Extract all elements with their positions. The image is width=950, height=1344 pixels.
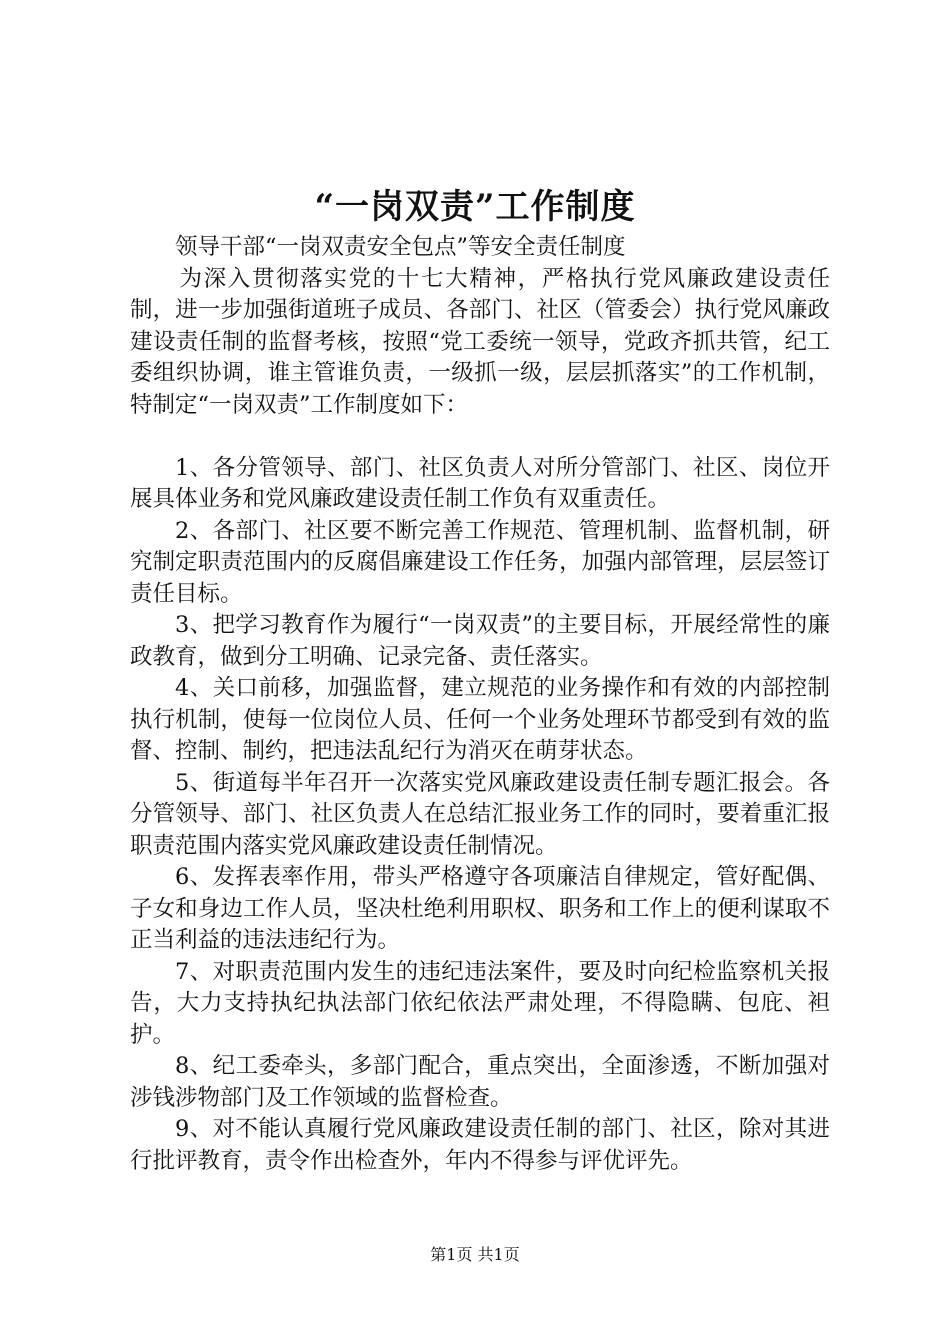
list-item-6: 6、发挥表率作用，带头严格遵守各项廉洁自律规定，管好配偶、子女和身边工作人员，坚决杜绝利用职权、职务和工作上的便利谋取不正当利益的违法违纪行为。 — [130, 864, 830, 953]
list-item-8: 8、纪工委牵头，多部门配合，重点突出，全面渗透，不断加强对涉钱涉物部门及工作领域的监督检查。 — [130, 1053, 830, 1111]
list-item-3: 3、把学习教育作为履行“一岗双责”的主要目标，开展经常性的廉政教育，做到分工明确、记录完备、责任落实。 — [130, 612, 830, 670]
list-item-9: 9、对不能认真履行党风廉政建设责任制的部门、社区，除对其进行批评教育，责令作出检查外，年内不得参与评优评先。 — [130, 1116, 830, 1174]
document-title: “一岗双责”工作制度 — [314, 187, 636, 227]
list-item-7: 7、对职责范围内发生的违纪违法案件，要及时向纪检监察机关报告，大力支持执纪执法部门依纪依法严肃处理，不得隐瞒、包庇、袒护。 — [130, 958, 830, 1048]
page-footer: 第1页 共1页 — [430, 1245, 520, 1264]
document-body — [130, 232, 830, 1177]
list-item-5: 5、街道每半年召开一次落实党风廉政建设责任制专题汇报会。各分管领导、部门、社区负责人在总结汇报业务工作的同时，要着重汇报职责范围内落实党风廉政建设责任制情况。 — [130, 769, 830, 859]
list-item-4: 4、关口前移，加强监督，建立规范的业务操作和有效的内部控制执行机制，使每一位岗位人员、任何一个业务处理环节都受到有效的监督、控制、制约，把违法乱纪行为消灭在萌芽状态。 — [130, 675, 830, 764]
paragraph-spacer — [130, 421, 830, 453]
list-item-1: 1、各分管领导、部门、社区负责人对所分管部门、社区、岗位开展具体业务和党风廉政建设责任制工作负有双重责任。 — [130, 454, 830, 512]
document-subtitle: 领导干部“一岗双责安全包点”等安全责任制度 — [175, 234, 626, 260]
list-item-2: 2、各部门、社区要不断完善工作规范、管理机制、监督机制，研究制定职责范围内的反腐倡廉建设工作任务，加强内部管理，层层签订责任目标。 — [130, 517, 830, 607]
intro-paragraph: 为深入贯彻落实党的十七大精神，严格执行党风廉政建设责任制，进一步加强街道班子成员、各部门、社区（管委会）执行党风廉政建设责任制的监督考核，按照“党工委统一领导，党政齐抓共管，纪工委组织协调，谁主管谁负责，一级抓一级，层层抓落实”的工作机制，特制定“一岗双责”工作制度如下： — [130, 265, 830, 418]
